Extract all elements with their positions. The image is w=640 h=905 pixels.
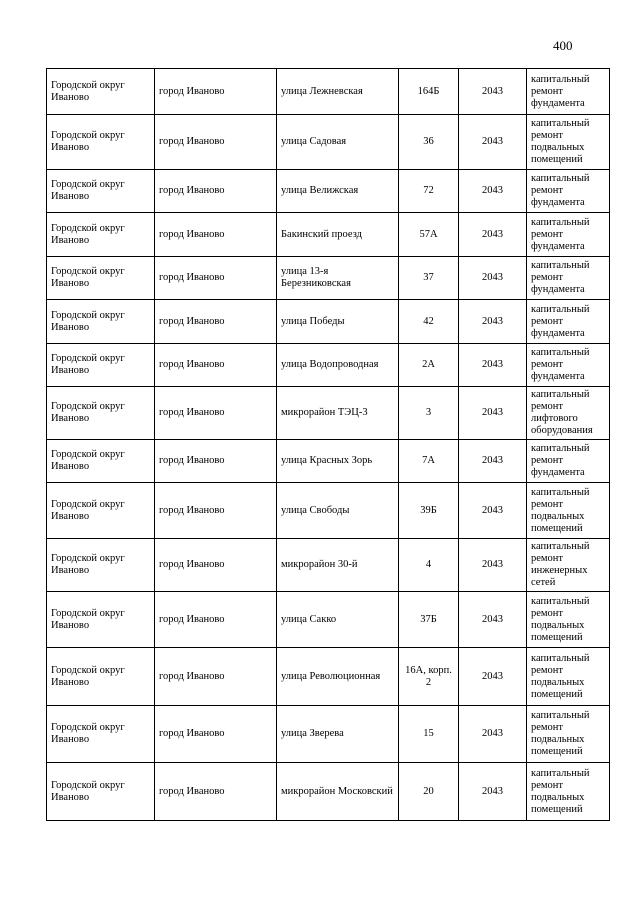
- house-number-cell: 20: [399, 763, 459, 821]
- page-number: 400: [553, 38, 573, 53]
- year-cell: 2043: [459, 69, 527, 115]
- work-type-cell: капитальный ремонт фундамента: [527, 213, 610, 257]
- work-type-cell: капитальный ремонт фундамента: [527, 344, 610, 387]
- table-row: [47, 592, 610, 648]
- city-cell: город Иваново: [155, 440, 277, 483]
- city-cell: город Иваново: [155, 69, 277, 115]
- district-cell: Городской округ Иваново: [47, 257, 155, 300]
- district-cell: Городской округ Иваново: [47, 706, 155, 763]
- district-cell: Городской округ Иваново: [47, 213, 155, 257]
- district-cell: Городской округ Иваново: [47, 592, 155, 648]
- work-type-cell: капитальный ремонт подвальных помещений: [527, 483, 610, 539]
- street-cell: микрорайон 30-й: [277, 539, 399, 592]
- house-number-cell: 37Б: [399, 592, 459, 648]
- city-cell: город Иваново: [155, 170, 277, 213]
- table-row: [47, 300, 610, 344]
- street-cell: микрорайон ТЭЦ-3: [277, 387, 399, 440]
- street-cell: улица 13-я Березниковская: [277, 257, 399, 300]
- house-number-cell: 15: [399, 706, 459, 763]
- year-cell: 2043: [459, 170, 527, 213]
- year-cell: 2043: [459, 115, 527, 170]
- repair-schedule-table: [46, 68, 610, 821]
- year-cell: 2043: [459, 483, 527, 539]
- work-type-cell: капитальный ремонт подвальных помещений: [527, 648, 610, 706]
- year-cell: 2043: [459, 648, 527, 706]
- year-cell: 2043: [459, 763, 527, 821]
- table-row: [47, 213, 610, 257]
- house-number-cell: 2А: [399, 344, 459, 387]
- district-cell: Городской округ Иваново: [47, 69, 155, 115]
- city-cell: город Иваново: [155, 115, 277, 170]
- year-cell: 2043: [459, 387, 527, 440]
- house-number-cell: 39Б: [399, 483, 459, 539]
- table-row: [47, 387, 610, 440]
- table-row: [47, 483, 610, 539]
- year-cell: 2043: [459, 706, 527, 763]
- district-cell: Городской округ Иваново: [47, 539, 155, 592]
- city-cell: город Иваново: [155, 213, 277, 257]
- district-cell: Городской округ Иваново: [47, 763, 155, 821]
- work-type-cell: капитальный ремонт лифтового оборудования: [527, 387, 610, 440]
- table-row: [47, 170, 610, 213]
- district-cell: Городской округ Иваново: [47, 483, 155, 539]
- street-cell: микрорайон Московский: [277, 763, 399, 821]
- table-row: [47, 115, 610, 170]
- city-cell: город Иваново: [155, 706, 277, 763]
- city-cell: город Иваново: [155, 257, 277, 300]
- house-number-cell: 36: [399, 115, 459, 170]
- city-cell: город Иваново: [155, 539, 277, 592]
- work-type-cell: капитальный ремонт фундамента: [527, 440, 610, 483]
- table-row: [47, 257, 610, 300]
- year-cell: 2043: [459, 213, 527, 257]
- district-cell: Городской округ Иваново: [47, 300, 155, 344]
- year-cell: 2043: [459, 300, 527, 344]
- house-number-cell: 7А: [399, 440, 459, 483]
- year-cell: 2043: [459, 539, 527, 592]
- work-type-cell: капитальный ремонт фундамента: [527, 69, 610, 115]
- city-cell: город Иваново: [155, 648, 277, 706]
- city-cell: город Иваново: [155, 387, 277, 440]
- table-row: [47, 539, 610, 592]
- city-cell: город Иваново: [155, 483, 277, 539]
- district-cell: Городской округ Иваново: [47, 440, 155, 483]
- house-number-cell: 42: [399, 300, 459, 344]
- table-row: [47, 648, 610, 706]
- street-cell: улица Зверева: [277, 706, 399, 763]
- table-row: [47, 344, 610, 387]
- district-cell: Городской округ Иваново: [47, 648, 155, 706]
- district-cell: Городской округ Иваново: [47, 344, 155, 387]
- work-type-cell: капитальный ремонт подвальных помещений: [527, 592, 610, 648]
- city-cell: город Иваново: [155, 592, 277, 648]
- work-type-cell: капитальный ремонт фундамента: [527, 257, 610, 300]
- work-type-cell: капитальный ремонт подвальных помещений: [527, 706, 610, 763]
- street-cell: улица Победы: [277, 300, 399, 344]
- house-number-cell: 72: [399, 170, 459, 213]
- street-cell: улица Сакко: [277, 592, 399, 648]
- street-cell: Бакинский проезд: [277, 213, 399, 257]
- city-cell: город Иваново: [155, 300, 277, 344]
- table-row: [47, 440, 610, 483]
- work-type-cell: капитальный ремонт подвальных помещений: [527, 763, 610, 821]
- city-cell: город Иваново: [155, 344, 277, 387]
- house-number-cell: 57А: [399, 213, 459, 257]
- street-cell: улица Лежневская: [277, 69, 399, 115]
- table-row: [47, 706, 610, 763]
- table-row: [47, 763, 610, 821]
- table-row: [47, 69, 610, 115]
- street-cell: улица Красных Зорь: [277, 440, 399, 483]
- district-cell: Городской округ Иваново: [47, 115, 155, 170]
- street-cell: улица Революционная: [277, 648, 399, 706]
- street-cell: улица Велижская: [277, 170, 399, 213]
- street-cell: улица Садовая: [277, 115, 399, 170]
- city-cell: город Иваново: [155, 763, 277, 821]
- work-type-cell: капитальный ремонт фундамента: [527, 300, 610, 344]
- house-number-cell: 3: [399, 387, 459, 440]
- work-type-cell: капитальный ремонт подвальных помещений: [527, 115, 610, 170]
- district-cell: Городской округ Иваново: [47, 387, 155, 440]
- year-cell: 2043: [459, 257, 527, 300]
- year-cell: 2043: [459, 440, 527, 483]
- year-cell: 2043: [459, 592, 527, 648]
- work-type-cell: капитальный ремонт инженерных сетей: [527, 539, 610, 592]
- street-cell: улица Свободы: [277, 483, 399, 539]
- work-type-cell: капитальный ремонт фундамента: [527, 170, 610, 213]
- district-cell: Городской округ Иваново: [47, 170, 155, 213]
- year-cell: 2043: [459, 344, 527, 387]
- house-number-cell: 37: [399, 257, 459, 300]
- house-number-cell: 164Б: [399, 69, 459, 115]
- house-number-cell: 4: [399, 539, 459, 592]
- house-number-cell: 16А, корп. 2: [399, 648, 459, 706]
- street-cell: улица Водопроводная: [277, 344, 399, 387]
